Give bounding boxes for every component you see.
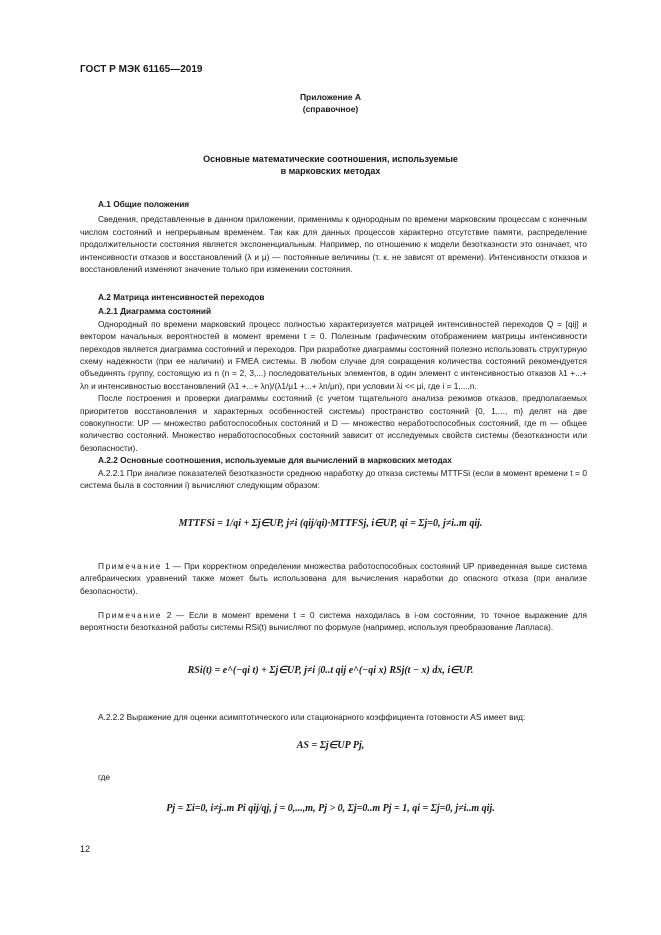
section-a222	[80, 711, 587, 723]
formula-reliability: RSi(t) = e^(−qi t) + Σj∈UP, j≠i ∫0..t qij e^(−qi x) RSj(t − x) dx, i∈UP.	[187, 665, 474, 676]
paragraph: Однородный по времени марковский процесс полностью характеризуется матрицей интенсивностей переходов Q = [qij] и вектором начальных вероятностей в момент времени t = 0. Полезным графическим отображением матрицы интенсивности переходов является диаграмма состояний и переходов. При разработке диаграммы состояний полезно использовать структурную схему надежности (при ее наличии) и FMEA системы. В любом случае для сокращения количества состояний рекомендуется объединять группу, состоящую из n (n = 2, 3,...) последовательных элементов, в один элемент с интенсивностью отказов λ1 +...+ λn и интенсивностью восстановлений (λ1 +...+ λn)/(λ1/μ1 +...+ λn/μn), при условии λi << μi, где i = 1,...,n.	[80, 318, 587, 391]
note-label: Примечание	[98, 610, 163, 620]
section-heading: А.1 Общие положения	[98, 199, 190, 209]
formula-probabilities: Pj = Σi=0, i≠j..m Pi qij/qj, j = 0,...,m, Pj > 0, Σj=0..m Pj = 1, qi = Σj=0, j≠i..m qij.	[166, 803, 495, 814]
subsection-heading: А.2.1 Диаграмма состояний	[98, 306, 212, 317]
note-body: 2 — Если в момент времени t = 0 система находилась в i-ом состоянии, то точное выражение для вероятности безотказной работы системы RSi(t) вычисляют по формуле (например, используя преобразование Лапласа).	[80, 610, 587, 633]
main-title-line1: Основные математические соотношения, используемые	[203, 154, 458, 164]
appendix-title: Приложение А	[299, 92, 362, 102]
where-label: где	[98, 772, 111, 782]
section-heading: А.2 Матрица интенсивностей переходов	[98, 292, 265, 302]
standard-header: ГОСТ Р МЭК 61165—2019	[80, 64, 203, 75]
note-body: 1 — При корректном определении множества работоспособных состояний UP приведенная выше система алгебраических уравнений также может быть использована для вычисления наработки до опасного отказа (при анализе безопасности).	[80, 561, 587, 596]
formula-mttf: MTTFSi = 1/qi + Σj∈UP, j≠i (qij/qi)·MTTFSj, i∈UP, qi = Σj=0, j≠i..m qij.	[178, 518, 483, 529]
formula-availability: AS = Σj∈UP Pj,	[296, 740, 365, 751]
paragraph: А.2.2.2 Выражение для оценки асимптотического или стационарного коэффициента готовности AS имеет вид:	[98, 712, 526, 722]
page-number: 12	[80, 844, 91, 854]
section-a2	[80, 291, 587, 492]
note-1	[80, 560, 587, 597]
paragraph: А.2.2.1 При анализе показателей безотказности среднюю наработку до отказа системы MTTFSi (если в момент времени t = 0 система была в состоянии i) вычисляют следующим образом:	[80, 467, 587, 491]
paragraph: Сведения, представленные в данном приложении, применимы к однородным по времени марковским процессам с конечным числом состояний и непрерывным временем. Так как для данных процессов характерно отсутствие памяти, распределение продолжительности состояния является экспоненциальным. Например, по отношению к модели безотказности это означает, что интенсивности отказов и восстановлений (λ и μ) — постоянные величины (т. к. не зависят от времени). Интенсивности отказов и восстановлений изменяют значение только при изменении состояния.	[80, 214, 587, 275]
note-2	[80, 609, 587, 634]
note-text	[80, 560, 587, 597]
note-label: Примечание	[98, 561, 163, 571]
main-title-line2: в марковских методах	[280, 166, 381, 176]
note-text	[80, 609, 587, 634]
section-a1	[80, 198, 587, 275]
appendix-kind: (справочное)	[302, 104, 359, 114]
subsection-heading: А.2.2 Основные соотношения, используемые для вычислений в марковских методах	[98, 455, 452, 466]
paragraph: После построения и проверки диаграммы состояний (с учетом тщательного анализа режимов отказов, предполагаемых приоритетов восстановления и характерных особенностей системы) пространство состояний {0, 1,..., m} делят на две совокупности: UP — множество работоспособных состояний и D — множество неработоспособных состояний, где m — общее количество состояний. Множество неработоспособных состояний зависит от исследуемых свойств системы (безотказности или безопасности).	[80, 393, 587, 453]
